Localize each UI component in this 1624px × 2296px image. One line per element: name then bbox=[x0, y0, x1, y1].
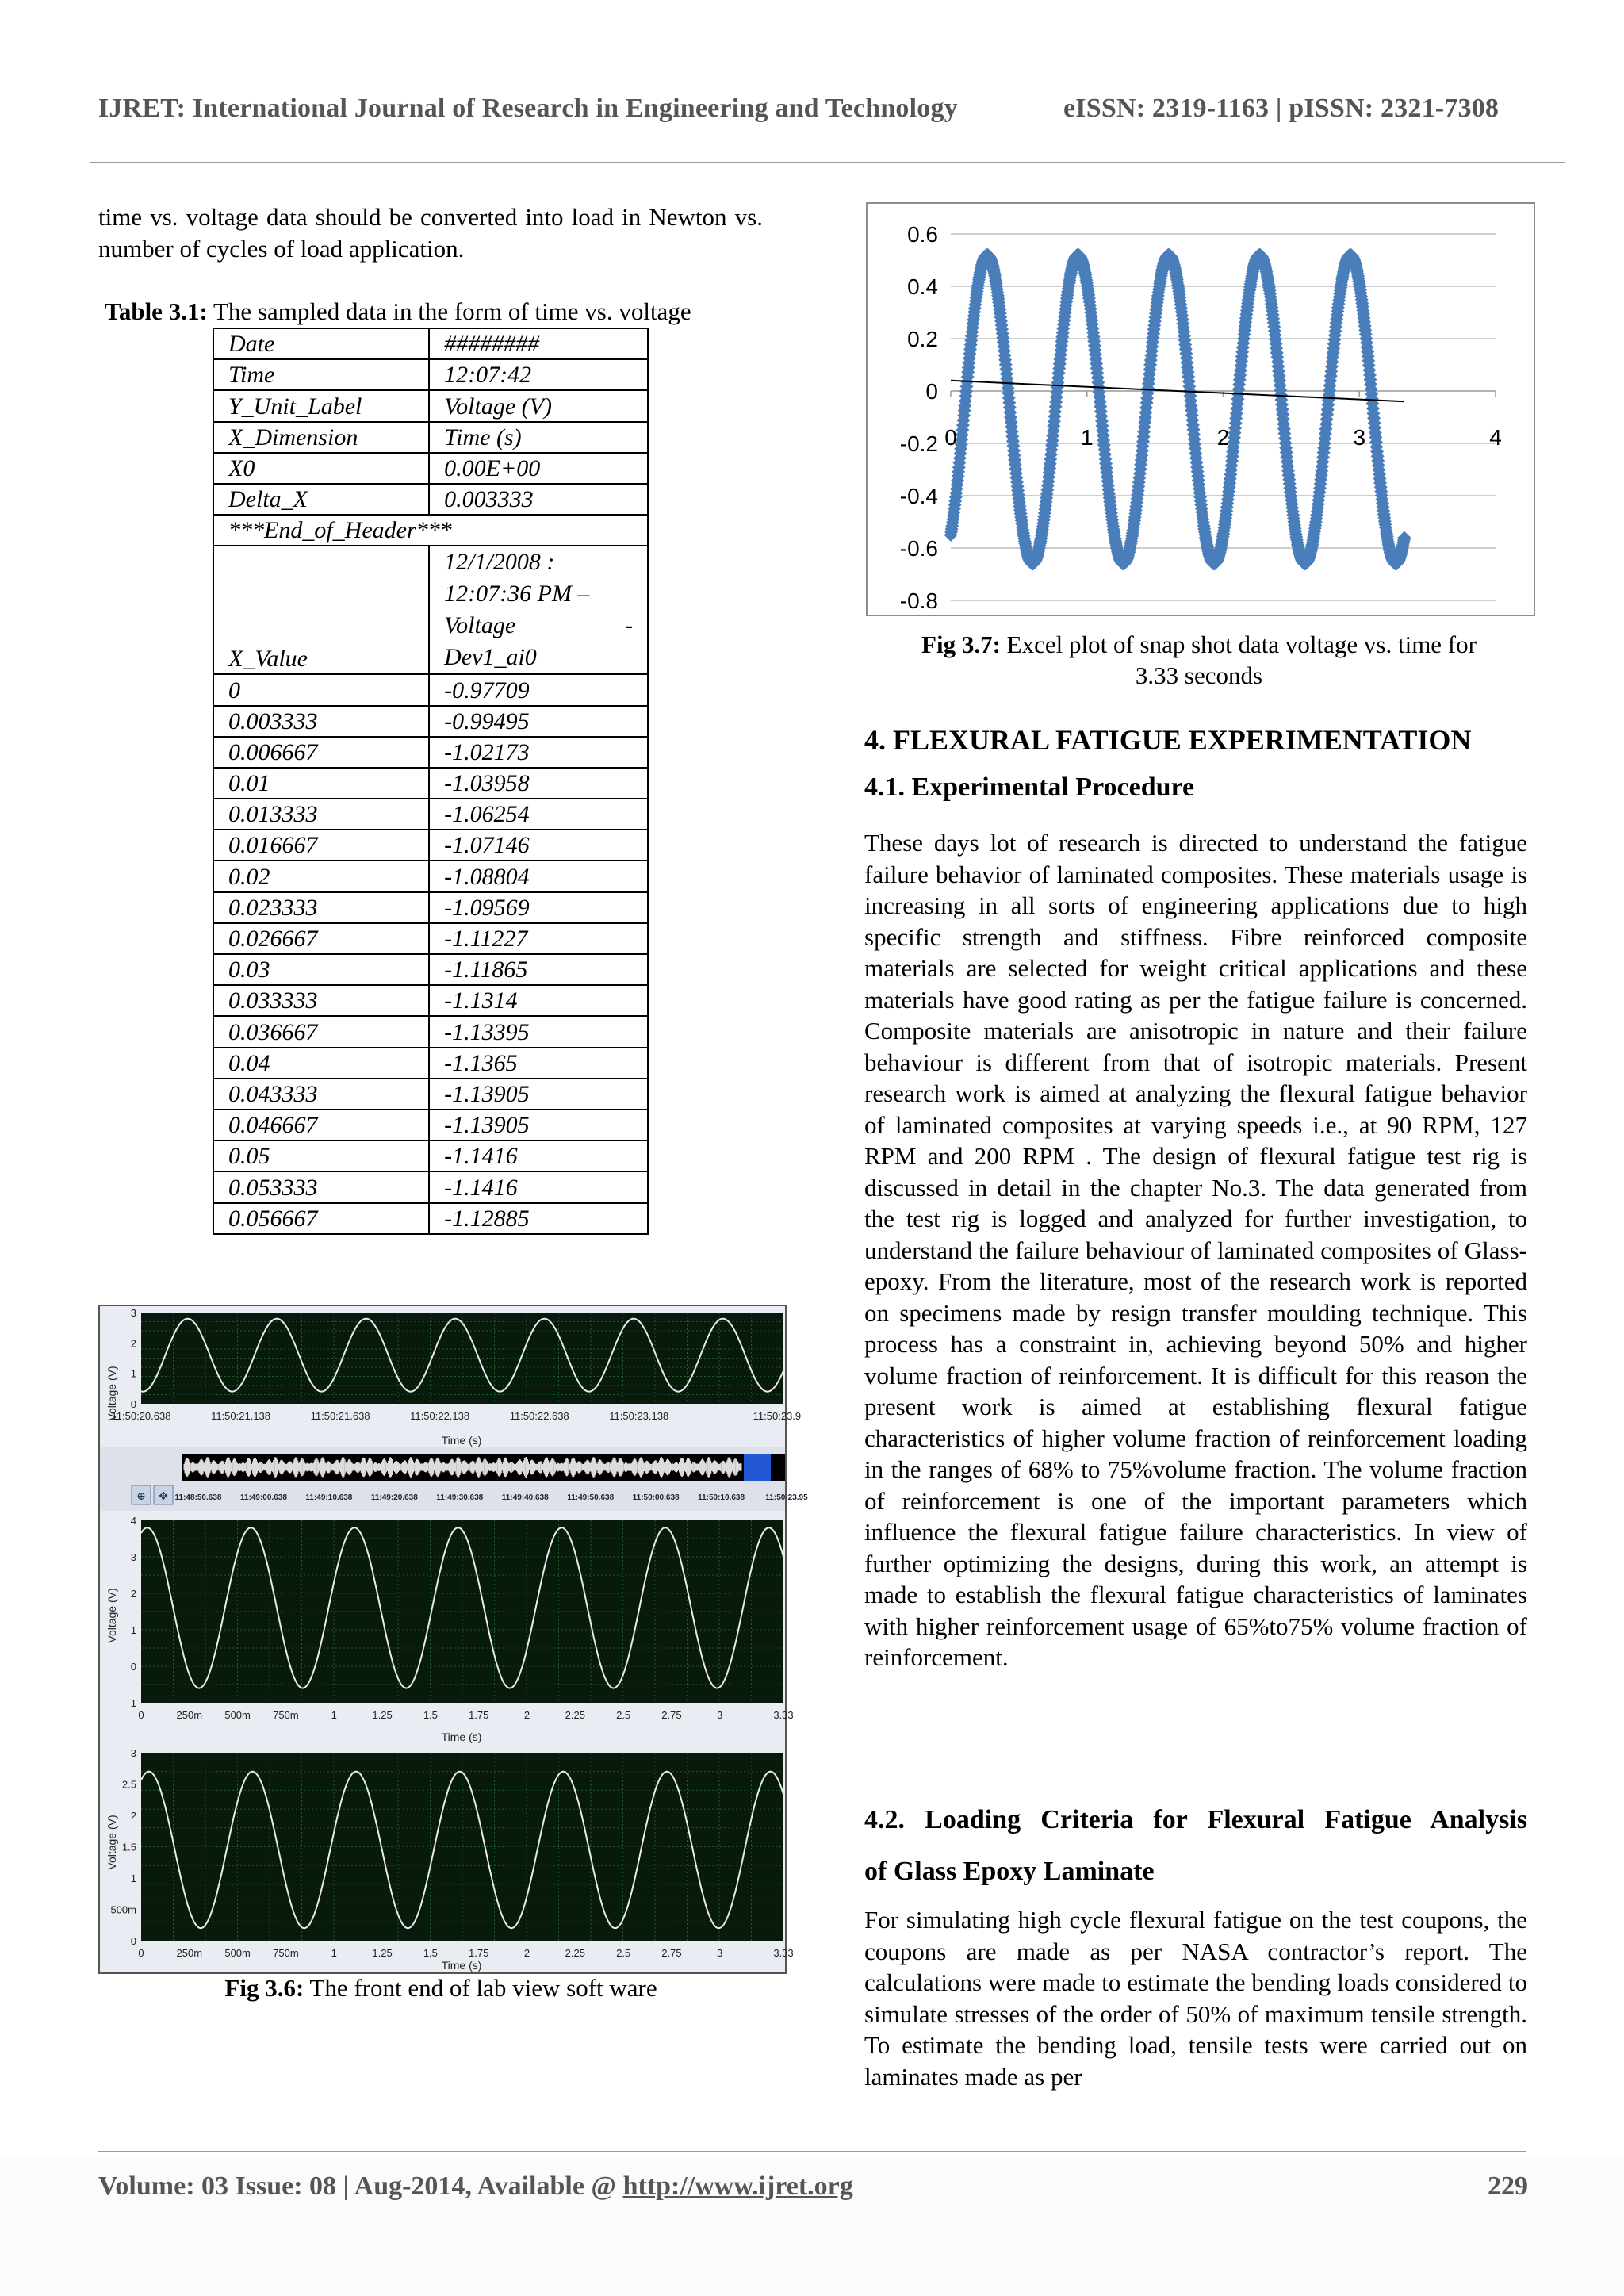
table-cell-value: 0.00E+00 bbox=[429, 453, 648, 484]
xvalue-desc-line bbox=[444, 610, 633, 642]
page-number: 229 bbox=[1488, 2171, 1528, 2201]
overview-tick-label: 11:48:50.638 bbox=[174, 1493, 222, 1502]
x-tick-label: 3 bbox=[1353, 425, 1366, 450]
table-row bbox=[213, 359, 648, 390]
table-cell-key: 0.043333 bbox=[213, 1079, 429, 1110]
x-tick-label: 11:50:22.138 bbox=[410, 1410, 470, 1422]
labview-panel bbox=[98, 1305, 808, 1974]
x-tick-label: 2.25 bbox=[565, 1947, 585, 1959]
data-table bbox=[213, 328, 649, 1235]
table-row bbox=[213, 546, 648, 674]
x-tick-label: 0 bbox=[138, 1947, 144, 1959]
x-tick-label: 500m bbox=[224, 1947, 251, 1959]
fig37-label: Fig 3.7: bbox=[921, 631, 1001, 658]
plot1-xlabel: Time (s) bbox=[441, 1434, 482, 1447]
table-cell-key: 0.02 bbox=[213, 861, 429, 891]
x-tick-label: 2.5 bbox=[616, 1947, 631, 1959]
y-tick-label: 0.2 bbox=[907, 327, 938, 351]
table-row bbox=[213, 453, 648, 484]
zoom-glyph-icon: ⊕ bbox=[136, 1491, 146, 1503]
table-cell-key: 0.04 bbox=[213, 1048, 429, 1079]
table-cell-key: Delta_X bbox=[213, 484, 429, 515]
section-4-1-heading: 4.1. Experimental Procedure bbox=[864, 772, 1195, 802]
table-cell-value: 12:07:42 bbox=[429, 359, 648, 390]
table-cell-value: -1.1314 bbox=[429, 985, 648, 1016]
y-tick-label: 3 bbox=[130, 1747, 136, 1759]
y-tick-label: 1.5 bbox=[121, 1841, 136, 1853]
overview-tick-label: 11:50:10.638 bbox=[698, 1493, 745, 1502]
table-header-rows bbox=[213, 328, 648, 515]
table-cell-key: X_Dimension bbox=[213, 422, 429, 453]
xvalue-desc-line: 12/1/2008 : bbox=[444, 549, 555, 576]
y-tick-label: 0.4 bbox=[907, 274, 938, 299]
footer-rule bbox=[98, 2151, 1526, 2152]
table-cell-key: Y_Unit_Label bbox=[213, 390, 429, 421]
x-tick-label: 1 bbox=[331, 1947, 337, 1959]
table-caption bbox=[105, 296, 771, 327]
table-cell-key: 0.023333 bbox=[213, 892, 429, 923]
table-cell-key: 0.056667 bbox=[213, 1203, 429, 1234]
table-cell-value: -1.06254 bbox=[429, 799, 648, 830]
y-tick-label: 0 bbox=[925, 379, 938, 404]
x-tick-label: 750m bbox=[273, 1709, 299, 1721]
table-cell-value: -1.08804 bbox=[429, 861, 648, 891]
table-cell-key: 0.013333 bbox=[213, 799, 429, 830]
table-cell-value: -1.1365 bbox=[429, 1048, 648, 1079]
section-4-2-heading-line2: of Glass Epoxy Laminate bbox=[864, 1857, 1155, 1886]
table-row bbox=[213, 1171, 648, 1202]
overview-tick-label: 11:49:30.638 bbox=[436, 1493, 484, 1502]
y-tick-label: 4 bbox=[130, 1515, 136, 1527]
table-cell-key: 0.036667 bbox=[213, 1016, 429, 1047]
table-row bbox=[213, 737, 648, 768]
table-row bbox=[213, 954, 648, 985]
table-cell-key: 0.003333 bbox=[213, 706, 429, 737]
table-row bbox=[213, 799, 648, 830]
x-tick-label: 1.75 bbox=[469, 1947, 489, 1959]
table-cell-key: Time bbox=[213, 359, 429, 390]
y-tick-label: 3 bbox=[130, 1307, 136, 1319]
table-cell-key: Date bbox=[213, 328, 429, 359]
x-tick-label: 3.33 bbox=[773, 1947, 794, 1959]
table-row bbox=[213, 923, 648, 954]
plot1-ylabel: Voltage (V) bbox=[105, 1366, 118, 1421]
x-tick-label: 3.33 bbox=[773, 1709, 794, 1721]
overview-tick-label: 11:50:00.638 bbox=[632, 1493, 680, 1502]
footer-url-link[interactable]: http://www.ijret.org bbox=[622, 2171, 853, 2201]
table-row bbox=[213, 768, 648, 799]
table-cell-key: 0.053333 bbox=[213, 1171, 429, 1202]
x-tick-label: 2 bbox=[523, 1947, 530, 1959]
table-row bbox=[213, 1048, 648, 1079]
plot2-xlabel: Time (s) bbox=[441, 1731, 482, 1743]
section-4-2-heading-line1: 4.2. Loading Criteria for Flexural Fatigue Analysis bbox=[864, 1805, 1527, 1834]
excel-plot bbox=[868, 204, 1534, 615]
fig37-caption bbox=[866, 629, 1532, 691]
table-cell-key: 0.046667 bbox=[213, 1110, 429, 1140]
table-cell-value: -1.11865 bbox=[429, 954, 648, 985]
x-tick-label: 250m bbox=[176, 1947, 203, 1959]
footer-volume bbox=[98, 2171, 853, 2202]
table-cell-value: Time (s) bbox=[429, 422, 648, 453]
table-row bbox=[213, 328, 648, 359]
fig37-caption-line2: 3.33 seconds bbox=[1135, 661, 1263, 689]
section-4-2-paragraph: For simulating high cycle flexural fatigue on the test coupons, the coupons are made as per NASA contractor’s report. The calculations were made to estimate the bending loads considered to simulate stresses of the order of 50% of maximum tensile strength. To estimate the bending load, tensile tests were carried out on laminates made as per bbox=[864, 1906, 1527, 2091]
table-row bbox=[213, 985, 648, 1016]
table-cell-value: -1.09569 bbox=[429, 892, 648, 923]
y-tick-label: 1 bbox=[130, 1624, 136, 1636]
hand-glyph-icon: ✥ bbox=[159, 1491, 168, 1503]
overview-tick-label: 11:49:20.638 bbox=[370, 1493, 418, 1502]
x-tick-label: 3 bbox=[717, 1709, 723, 1721]
xvalue-label: X_Value bbox=[213, 546, 429, 674]
table-cell-key: 0.01 bbox=[213, 768, 429, 799]
table-cell-value: -0.97709 bbox=[429, 674, 648, 705]
table-cell-key: 0.016667 bbox=[213, 830, 429, 861]
table-row bbox=[213, 674, 648, 705]
x-tick-label: 1.5 bbox=[423, 1709, 438, 1721]
table-row bbox=[213, 390, 648, 421]
x-tick-label: 2.5 bbox=[616, 1709, 631, 1721]
issn: eISSN: 2319-1163 | pISSN: 2321-7308 bbox=[1063, 94, 1500, 123]
overview-tick-label: 11:49:40.638 bbox=[501, 1493, 549, 1502]
x-tick-label: 0 bbox=[944, 425, 957, 450]
table-cell-value: -1.13395 bbox=[429, 1016, 648, 1047]
table-cell-value: -1.13905 bbox=[429, 1079, 648, 1110]
labview-graphs bbox=[100, 1306, 808, 1972]
x-tick-label: 2 bbox=[523, 1709, 530, 1721]
footer-volume-text: Volume: 03 Issue: 08 | Aug-2014, Available @ bbox=[98, 2171, 623, 2201]
xvalue-desc-word: - bbox=[625, 612, 633, 639]
x-tick-label: 4 bbox=[1489, 425, 1502, 450]
excel-chart bbox=[866, 202, 1535, 616]
table-cell-key: 0.026667 bbox=[213, 923, 429, 954]
y-tick-label: 0 bbox=[130, 1935, 136, 1947]
table-cell-key: X0 bbox=[213, 453, 429, 484]
table-row bbox=[213, 422, 648, 453]
section-4-1-paragraph: These days lot of research is directed to understand the fatigue failure behavior of laminated composites. These materials usage is increasing in all sorts of engineering applications due to high specific strength and stiffness. Fibre reinforced composite materials are selected for weight critical applications and these materials have good rating as per the fatigue failure is concerned. Composite materials are anisotropic in nature and their failure behaviour is different from that of isotropic materials. Present research work is aimed at analyzing the flexural fatigue behavior of laminated composites at varying speeds i.e., at 90 RPM, 127 RPM and 200 RPM . The design of flexural fatigue test rig is discussed in detail in the chapter No.3. The data generated from the test rig is logged and analyzed for further investigation, to understand the failure behaviour of laminated composites of Glass- epoxy. From the literature, most of the research work is reported on specimens made by resign transfer moulding technique. This process has a constraint in, achieving beyond 50% and higher volume fraction of reinforcement. It is difficult for this reason the present work is aimed at establishing flexural fatigue characteristics of higher volume fraction of reinforcement loading in the ranges of 68% to 75%volume fraction. The volume fraction of reinforcement is one of the important parameters which influence the flexural fatigue failure characteristics. In view of further optimizing the designs, during this work, an attempt is made to establish the flexural fatigue characteristics of laminates with higher reinforcement usage of 65%to75% volume fraction of reinforcement. bbox=[864, 829, 1527, 1671]
y-tick-label: -0.8 bbox=[899, 588, 938, 613]
overview-tick-label: 11:50:23.95 bbox=[765, 1493, 808, 1502]
x-tick-label: 11:50:23.9 bbox=[753, 1410, 802, 1422]
y-tick-label: 0 bbox=[130, 1661, 136, 1673]
table-row bbox=[213, 515, 648, 546]
x-tick-label: 1 bbox=[1080, 425, 1094, 450]
x-tick-label: 2.75 bbox=[661, 1709, 682, 1721]
y-tick-label: 500m bbox=[110, 1903, 136, 1916]
xvalue-desc-word: Voltage bbox=[444, 612, 516, 639]
x-tick-label: 3 bbox=[717, 1947, 723, 1959]
x-tick-label: 1.75 bbox=[469, 1709, 489, 1721]
table-cell-value: -1.03958 bbox=[429, 768, 648, 799]
y-tick-label: 3 bbox=[130, 1551, 136, 1563]
y-tick-label: 0 bbox=[130, 1398, 136, 1410]
table-cell-value: Voltage (V) bbox=[429, 390, 648, 421]
x-tick-label: 250m bbox=[176, 1709, 203, 1721]
table-cell-value: 0.003333 bbox=[429, 484, 648, 515]
x-tick-label: 1.5 bbox=[423, 1947, 438, 1959]
xvalue-desc bbox=[429, 546, 648, 674]
y-tick-label: 2 bbox=[130, 1337, 136, 1350]
plot3-xlabel: Time (s) bbox=[441, 1959, 482, 1972]
journal-title: IJRET: International Journal of Research in Engineering and Technology bbox=[98, 94, 958, 123]
table-row bbox=[213, 1079, 648, 1110]
table-cell-value: -1.12885 bbox=[429, 1203, 648, 1234]
x-tick-label: 2.25 bbox=[565, 1709, 585, 1721]
table-cell-value: ######## bbox=[429, 328, 648, 359]
y-tick-label: 2 bbox=[130, 1810, 136, 1822]
y-tick-label: -0.6 bbox=[899, 536, 938, 561]
x-tick-label: 11:50:20.638 bbox=[111, 1410, 171, 1422]
table-row bbox=[213, 830, 648, 861]
x-tick-label: 11:50:21.138 bbox=[211, 1410, 271, 1422]
table-cell-value: -1.02173 bbox=[429, 737, 648, 768]
table-row bbox=[213, 1016, 648, 1047]
table-cell-key: 0.033333 bbox=[213, 985, 429, 1016]
y-tick-label: 1 bbox=[130, 1872, 136, 1884]
x-tick-label: 500m bbox=[224, 1709, 251, 1721]
overview-tick-label: 11:49:10.638 bbox=[305, 1493, 353, 1502]
table-cell-key: 0.006667 bbox=[213, 737, 429, 768]
x-tick-label: 0 bbox=[138, 1709, 144, 1721]
section-4-heading: 4. FLEXURAL FATIGUE EXPERIMENTATION bbox=[864, 724, 1472, 756]
intro-paragraph: time vs. voltage data should be converted into load in Newton vs. number of cycles of load application. bbox=[98, 203, 763, 263]
table-caption-label: Table 3.1: bbox=[105, 297, 208, 325]
table-cell-key: 0.05 bbox=[213, 1140, 429, 1171]
xvalue-desc-line: 12:07:36 PM – bbox=[444, 581, 590, 608]
xvalue-desc-line: Dev1_ai0 bbox=[444, 644, 537, 671]
table-cell-value: -1.1416 bbox=[429, 1171, 648, 1202]
table-cell-key: 0 bbox=[213, 674, 429, 705]
table-row bbox=[213, 1203, 648, 1234]
fig36-text: The front end of lab view soft ware bbox=[304, 1974, 657, 2002]
x-tick-label: 1.25 bbox=[372, 1709, 393, 1721]
y-tick-label: -0.4 bbox=[899, 484, 938, 508]
fig37-caption-line1 bbox=[866, 629, 1532, 660]
table-cell-value: -1.1416 bbox=[429, 1140, 648, 1171]
table-cell-value: -1.11227 bbox=[429, 923, 648, 954]
fig36-caption bbox=[98, 1972, 783, 2003]
table-row bbox=[213, 706, 648, 737]
table-data-rows bbox=[213, 674, 648, 1233]
y-tick-label: 2 bbox=[130, 1588, 136, 1600]
table-cell-value: -0.99495 bbox=[429, 706, 648, 737]
table-row bbox=[213, 861, 648, 891]
table-row bbox=[213, 892, 648, 923]
x-tick-label: 1.25 bbox=[372, 1947, 393, 1959]
overview-selection[interactable] bbox=[744, 1454, 771, 1481]
table-row bbox=[213, 484, 648, 515]
overview-tick-label: 11:49:50.638 bbox=[567, 1493, 615, 1502]
table-cell-value: -1.07146 bbox=[429, 830, 648, 861]
x-tick-label: 11:50:22.638 bbox=[509, 1410, 569, 1422]
table-row bbox=[213, 1140, 648, 1171]
y-tick-label: 0.6 bbox=[907, 222, 938, 247]
y-tick-label: 1 bbox=[130, 1367, 136, 1380]
table-row bbox=[213, 1110, 648, 1140]
y-tick-label: 2.5 bbox=[121, 1778, 136, 1791]
table-caption-text: The sampled data in the form of time vs. voltage bbox=[207, 297, 691, 325]
x-tick-label: 2.75 bbox=[661, 1947, 682, 1959]
x-tick-label: 750m bbox=[273, 1947, 299, 1959]
header-rule bbox=[90, 162, 1565, 163]
overview-tick-label: 11:49:00.638 bbox=[239, 1493, 287, 1502]
fig36-label: Fig 3.6: bbox=[224, 1974, 304, 2002]
y-tick-label: -1 bbox=[127, 1697, 136, 1709]
table-cell-key: 0.03 bbox=[213, 954, 429, 985]
plot3-ylabel: Voltage (V) bbox=[105, 1815, 118, 1870]
x-tick-label: 11:50:21.638 bbox=[310, 1410, 370, 1422]
plot2-ylabel: Voltage (V) bbox=[105, 1588, 118, 1643]
y-tick-label: -0.2 bbox=[899, 431, 938, 456]
table-cell-value: -1.13905 bbox=[429, 1110, 648, 1140]
x-tick-label: 11:50:23.138 bbox=[609, 1410, 669, 1422]
fig37-text: Excel plot of snap shot data voltage vs. time for bbox=[1000, 631, 1477, 658]
end-of-header: ***End_of_Header*** bbox=[213, 515, 648, 546]
x-tick-label: 1 bbox=[331, 1709, 337, 1721]
x-tick-label: 2 bbox=[1216, 425, 1230, 450]
